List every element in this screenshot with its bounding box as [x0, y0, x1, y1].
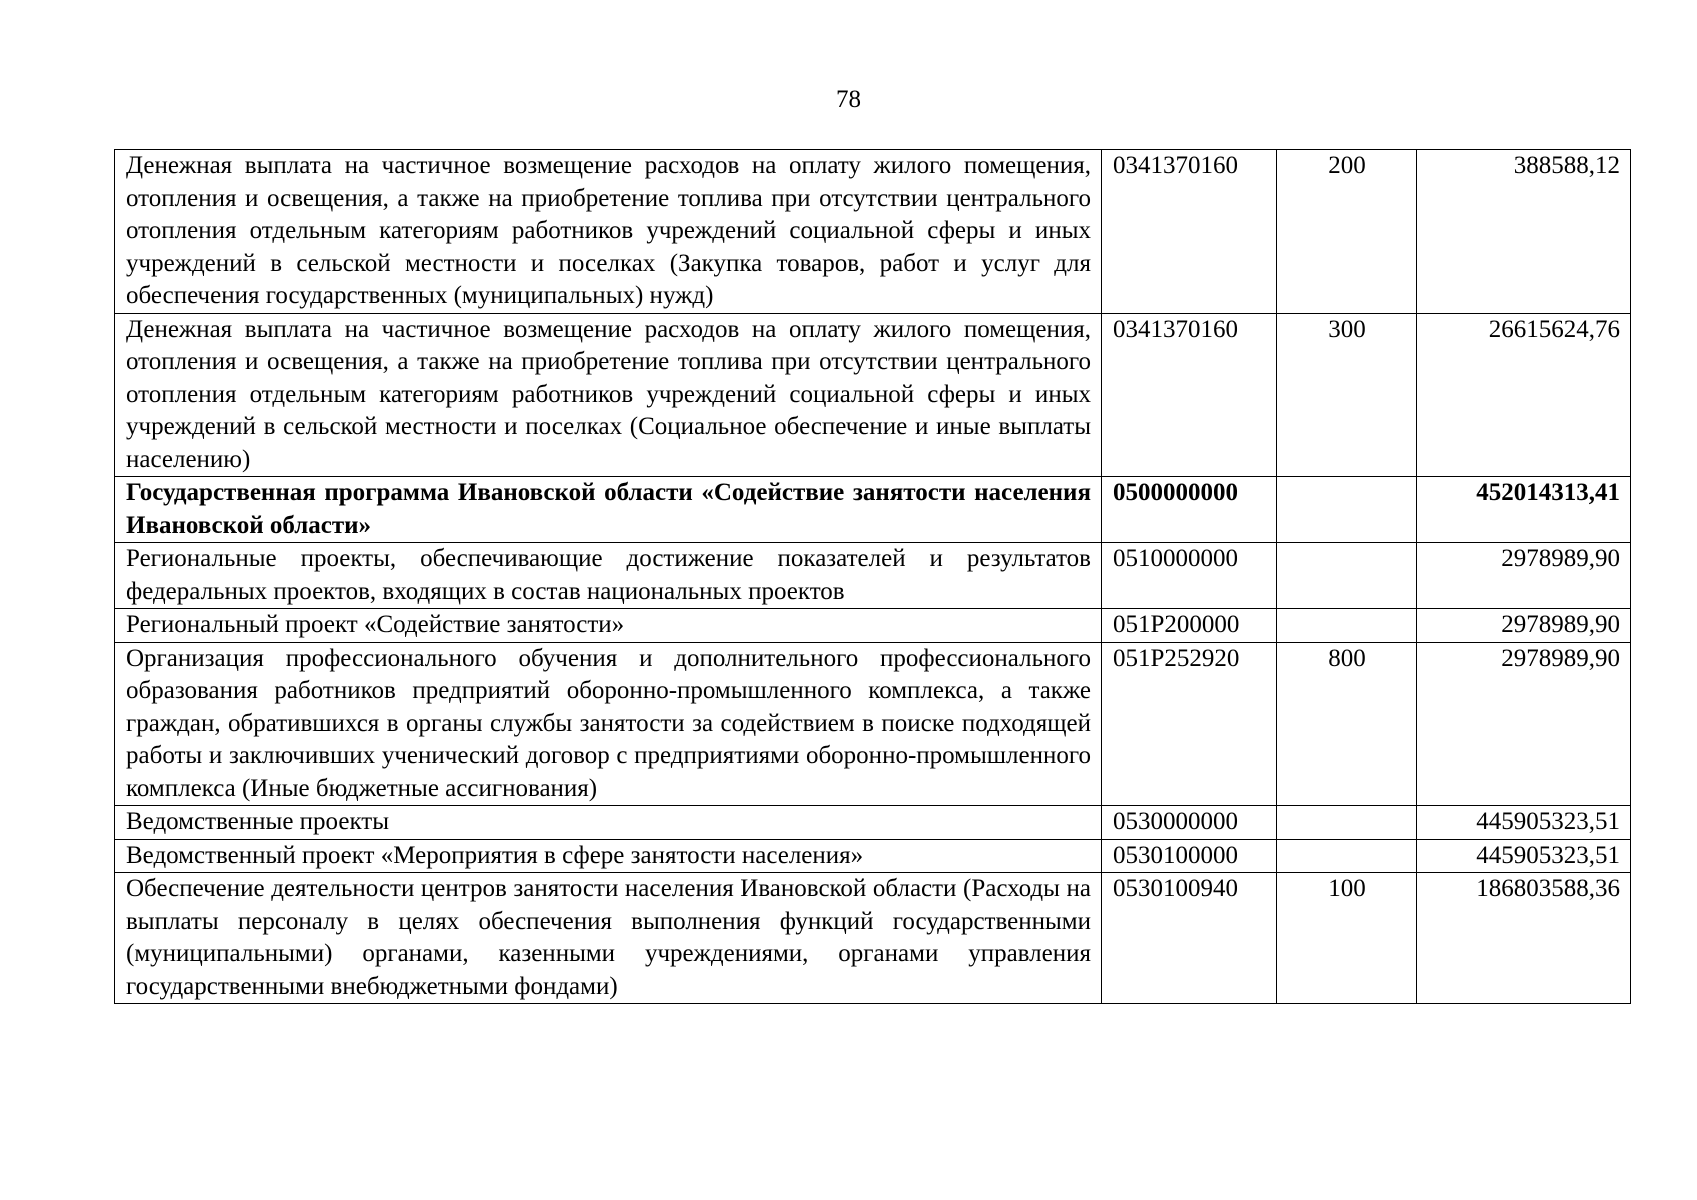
- row-description: Денежная выплата на частичное возмещение расходов на оплату жилого помещения, отопления и освещения, а также на приобретение топлива при отсутствии центрального отопления отдельным категориям работников учреждений социальной сферы и иных учреждений в сельской местности и поселках (Социальное обеспечение и иные выплаты населению): [115, 313, 1102, 477]
- table-row: [115, 839, 1631, 873]
- row-amount: 445905323,51: [1417, 839, 1631, 873]
- row-amount: 186803588,36: [1417, 873, 1631, 1004]
- row-expense-type: 100: [1277, 873, 1417, 1004]
- table-row: [115, 543, 1631, 609]
- row-amount: 388588,12: [1417, 150, 1631, 314]
- row-description: Региональные проекты, обеспечивающие достижение показателей и результатов федеральных проектов, входящих в состав национальных проектов: [115, 543, 1102, 609]
- row-expense-type: [1277, 839, 1417, 873]
- row-expense-type: 300: [1277, 313, 1417, 477]
- table-row: [115, 806, 1631, 840]
- row-code: 0530100940: [1102, 873, 1277, 1004]
- row-code: 051P200000: [1102, 609, 1277, 643]
- row-description: Обеспечение деятельности центров занятости населения Ивановской области (Расходы на выплаты персоналу в целях обеспечения выполнения функций государственными (муниципальными) органами, казенными учреждениями, органами управления государственными внебюджетными фондами): [115, 873, 1102, 1004]
- row-amount: 445905323,51: [1417, 806, 1631, 840]
- table-row: [115, 873, 1631, 1004]
- row-expense-type: [1277, 543, 1417, 609]
- row-amount: 2978989,90: [1417, 543, 1631, 609]
- row-description: Региональный проект «Содействие занятости»: [115, 609, 1102, 643]
- table-row: [115, 150, 1631, 314]
- row-code: 0530100000: [1102, 839, 1277, 873]
- row-expense-type: 200: [1277, 150, 1417, 314]
- budget-table: [114, 149, 1631, 1004]
- page-number: 78: [836, 86, 861, 113]
- row-code: 0341370160: [1102, 150, 1277, 314]
- row-expense-type: [1277, 477, 1417, 543]
- row-expense-type: [1277, 609, 1417, 643]
- row-code: 0530000000: [1102, 806, 1277, 840]
- table-row: [115, 313, 1631, 477]
- row-amount: 2978989,90: [1417, 642, 1631, 806]
- row-code: 051P252920: [1102, 642, 1277, 806]
- row-description: Ведомственные проекты: [115, 806, 1102, 840]
- row-expense-type: 800: [1277, 642, 1417, 806]
- table-row: [115, 609, 1631, 643]
- row-description: Организация профессионального обучения и дополнительного профессионального образования работников предприятий оборонно-промышленного комплекса, а также граждан, обратившихся в органы службы занятости за содействием в поиске подходящей работы и заключивших ученический договор с предприятиями оборонно-промышленного комплекса (Иные бюджетные ассигнования): [115, 642, 1102, 806]
- row-amount: 26615624,76: [1417, 313, 1631, 477]
- row-amount: 452014313,41: [1417, 477, 1631, 543]
- row-amount: 2978989,90: [1417, 609, 1631, 643]
- row-description: Государственная программа Ивановской области «Содействие занятости населения Ивановской области»: [115, 477, 1102, 543]
- row-description: Денежная выплата на частичное возмещение расходов на оплату жилого помещения, отопления и освещения, а также на приобретение топлива при отсутствии центрального отопления отдельным категориям работников учреждений социальной сферы и иных учреждений в сельской местности и поселках (Закупка товаров, работ и услуг для обеспечения государственных (муниципальных) нужд): [115, 150, 1102, 314]
- row-expense-type: [1277, 806, 1417, 840]
- row-code: 0341370160: [1102, 313, 1277, 477]
- row-description: Ведомственный проект «Мероприятия в сфере занятости населения»: [115, 839, 1102, 873]
- row-code: 0500000000: [1102, 477, 1277, 543]
- row-code: 0510000000: [1102, 543, 1277, 609]
- table-row: [115, 642, 1631, 806]
- table-row: [115, 477, 1631, 543]
